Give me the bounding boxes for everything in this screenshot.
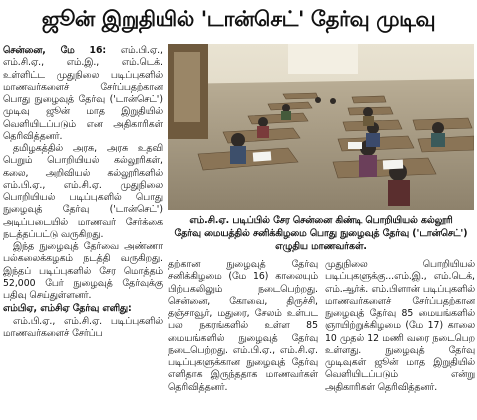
- paragraph-1-text: எம்.பி.ஏ., எம்.சி.ஏ., எம்.இ., எம்.டெக். உள்ளிட்ட முதுநிலை படிப்புகளில் மாணவர்களைச் சேர்ப்பதற்கான பொது நுழைவுத் தேர்வு ('டான்செட்') முடிவு ஜூன் மாத இறுதியில் வெளியிடப்படும் என அதிகாரிகள் தெரிவித்தனர்.: [3, 45, 163, 142]
- article-column-2: [168, 259, 318, 420]
- caption-line-2: தேர்வு மையத்தில் சனிக்கிழமை பொது நுழைவுத் தேர்வு ('டான்செட்'): [174, 228, 468, 239]
- caption-line-1: எம்.சி.ஏ. படிப்பில் சேர சென்னை கிண்டி பொறியியல் கல்லூரி: [189, 215, 453, 226]
- article-column-3: [325, 259, 475, 420]
- photo-caption: [168, 211, 474, 253]
- exam-hall-illustration: [168, 44, 474, 210]
- subheading: எம்பிஏ, எம்சிஏ தேர்வு எளிது:: [3, 303, 132, 315]
- headline: ஜூன் இறுதியில் 'டான்செட்' தேர்வு முடிவு: [41, 7, 436, 31]
- paragraph-4: எம்.பி.ஏ., எம்.சி.ஏ. படிப்புகளில் மாணவர்களைச் சேர்ப்ப: [3, 315, 163, 339]
- paragraph-6: முதுநிலை பொறியியல் படிப்புகளுக்கு...எம்.இ., எம்.டெக், எம்.ஆர்க். எம்.பிளான் படிப்புகளில் மாணவர்களைச் சேர்ப்பதற்கான நுழைவுத் தேர்வு 85 மையங்களில் ஞாயிற்றுக்கிழமை (மே 17) காலை 10 முதல் 12 மணி வரை நடைபெற உள்ளது. நுழைவுத் தேர்வு முடிவுகள் ஜூன் மாத இறுதியில் வெளியிடப்படும் என்று அதிகாரிகள் தெரிவித்தனர்.: [325, 259, 475, 393]
- paragraph-3: இந்த நுழைவுத் தேர்வை அண்ணா பல்கலைக்கழகம் நடத்தி வருகிறது. இந்தப் படிப்புகளில் சேர மொத்தம் 52,000 பேர் நுழைவுத் தேர்வுக்கு பதிவு செய்துள்ளனர்.: [3, 241, 163, 301]
- caption-line-3: எழுதிய மாணவர்கள்.: [275, 241, 367, 252]
- article-column-1: [3, 45, 163, 420]
- paragraph-2: தமிழகத்தில் அரசு, அரசு உதவி பெறும் பொறியியல் கல்லூரிகள், கலை, அறிவியல் கல்லூரிகளில் எம்.பி.ஏ., எம்.சி.ஏ. முதுநிலை பொறியியல் படிப்புகளில் பொது நுழைவுத் தேர்வு ('டான்செட்') அடிப்படையில் மாணவர் சேர்க்கை நடத்தப்பட்டு வருகிறது.: [3, 143, 163, 240]
- dateline: சென்னை, மே 16:: [3, 45, 107, 56]
- paragraph-1: [3, 45, 163, 143]
- exam-hall-photo: [168, 44, 474, 210]
- paragraph-5: தற்கான நுழைவுத் தேர்வு சனிக்கிழமை (மே 16) காலையும் பிற்பகலிலும் நடைபெற்றது. சென்னை, கோவை, திருச்சி, தஞ்சாவூர், மதுரை, சேலம் உள்பட பல நகரங்களில் உள்ள 85 மையங்களில் நுழைவுத் தேர்வு நடைபெற்றது. எம்.பி.ஏ., எம்.சி.ஏ. படிப்புகளுக்கான நுழைவுத் தேர்வு எளிதாக இருந்ததாக மாணவர்கள் தெரிவித்தனர்.: [168, 259, 318, 393]
